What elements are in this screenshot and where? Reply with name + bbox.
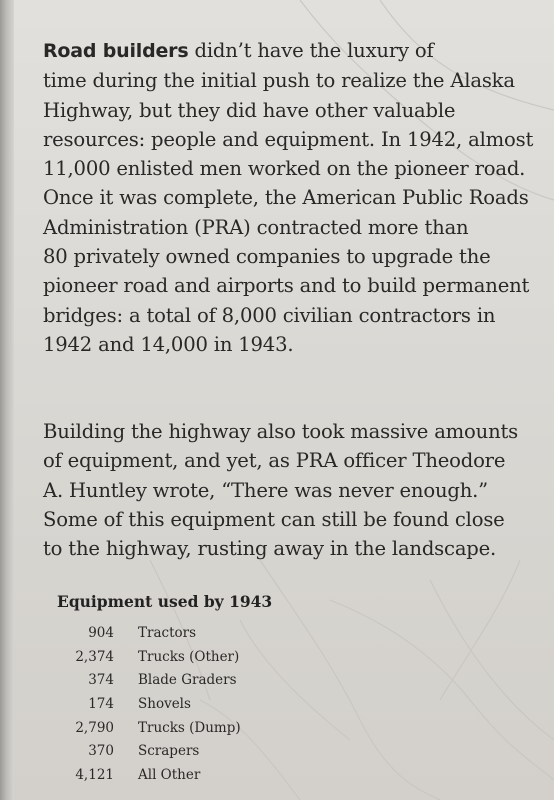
intro-line-9: pioneer road and airports and to build permanent: [43, 274, 530, 298]
intro-line-5: 11,000 enlisted men worked on the pioneer road.: [43, 157, 526, 181]
equipment-label: Shovels: [138, 696, 191, 713]
equipment-label: All Other: [138, 767, 201, 784]
second-line-4: Some of this equipment can still be found close: [43, 507, 505, 531]
second-line-5: to the highway, rusting away in the landscape.: [43, 537, 497, 561]
lead-phrase: Road builders: [43, 40, 189, 62]
equipment-row: [42, 743, 342, 767]
second-line-3: A. Huntley wrote, “There was never enough.”: [43, 478, 488, 502]
equipment-label: Trucks (Dump): [138, 719, 241, 736]
intro-line-11: 1942 and 14,000 in 1943.: [43, 332, 294, 356]
equipment-row: [42, 696, 342, 720]
intro-line-3: Highway, but they did have other valuable: [43, 98, 456, 122]
equipment-count: 2,374: [75, 648, 114, 665]
equipment-list: [42, 625, 342, 791]
second-paragraph: [43, 417, 543, 563]
equipment-row: [42, 649, 342, 673]
intro-line-8: 80 privately owned companies to upgrade the: [43, 245, 491, 269]
equipment-count: 370: [88, 743, 114, 760]
equipment-label: Scrapers: [138, 743, 200, 760]
intro-line-2: time during the initial push to realize the Alaska: [43, 69, 515, 93]
equipment-count: 904: [88, 625, 114, 641]
equipment-row: [42, 672, 342, 696]
equipment-label: Trucks (Other): [138, 648, 240, 665]
equipment-label: Tractors: [138, 625, 197, 641]
equipment-row: [42, 720, 342, 744]
intro-line-4: resources: people and equipment. In 1942, almost: [43, 127, 534, 151]
equipment-label: Blade Graders: [138, 672, 237, 689]
intro-line-6: Once it was complete, the American Public Roads: [43, 186, 529, 210]
equipment-row: [42, 767, 342, 791]
equipment-title: Equipment used by 1943: [57, 592, 273, 611]
second-line-2: of equipment, and yet, as PRA officer Theodore: [43, 449, 506, 473]
equipment-count: 374: [88, 672, 114, 689]
equipment-count: 4,121: [75, 767, 114, 784]
equipment-count: 2,790: [75, 719, 114, 736]
intro-line-1: Road builders didn’t have the luxury of: [43, 39, 434, 62]
intro-line-7: Administration (PRA) contracted more than: [43, 215, 469, 239]
equipment-count: 174: [88, 696, 114, 713]
intro-paragraph: [43, 36, 543, 359]
intro-line-10: bridges: a total of 8,000 civilian contractors in: [43, 303, 496, 327]
equipment-row: [42, 625, 342, 649]
second-line-1: Building the highway also took massive amounts: [43, 420, 519, 443]
